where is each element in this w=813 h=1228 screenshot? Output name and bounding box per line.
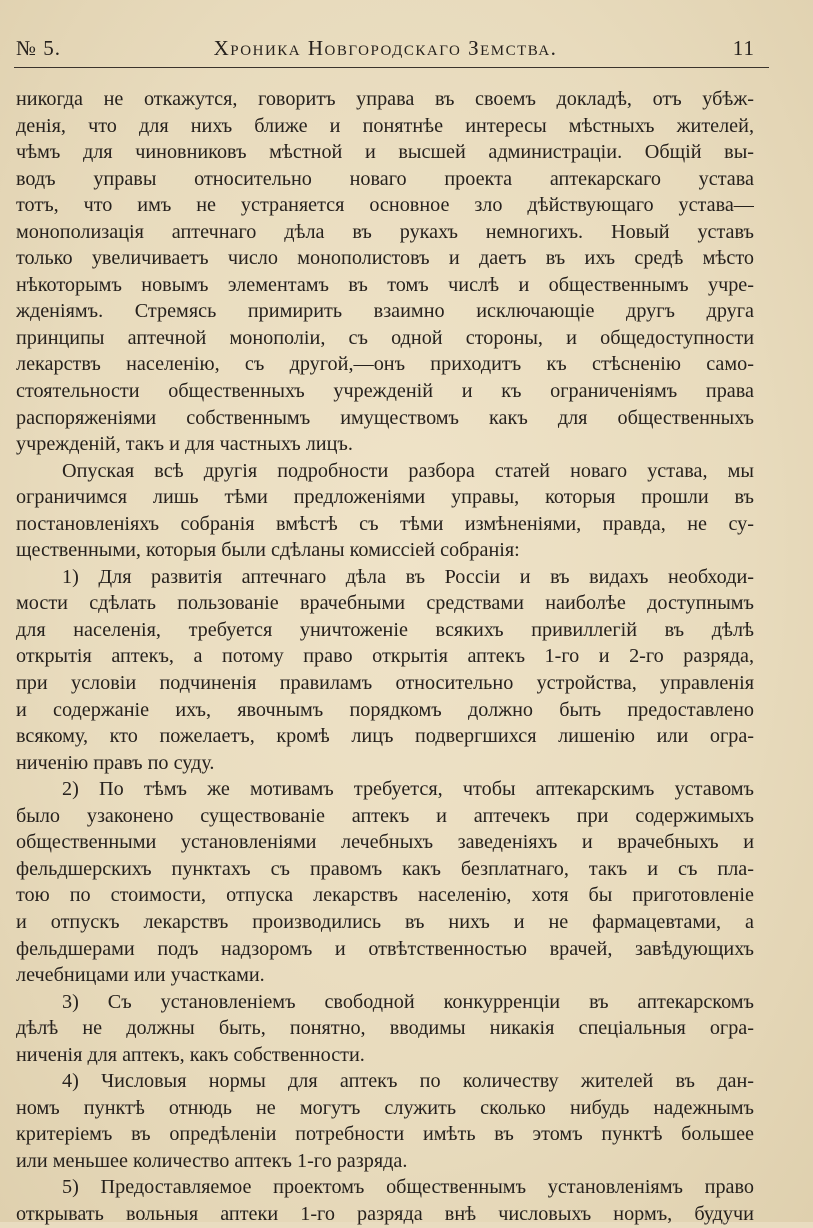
page-header (16, 36, 755, 68)
text-line: жденіямъ. Стремясь примирить взаимно исключающіе другъ друга (16, 300, 754, 323)
text-line: мости сдѣлать пользованіе врачебными средствами наиболѣе доступнымъ (16, 592, 754, 615)
text-line: учрежденій, такъ и для частныхъ лицъ. (16, 433, 353, 456)
text-line: тою по стоимости, отпуска лекарствъ населенію, хотя бы приготовленіе (16, 884, 754, 907)
text-line: лекарствъ населенію, съ другой,—онъ приходитъ къ стѣсненію само- (16, 353, 754, 376)
text-line: общественными установленіями лечебныхъ заведеніяхъ и врачебныхъ и (16, 831, 754, 854)
text-line: 1) Для развитія аптечнаго дѣла въ Россіи и въ видахъ необходи- (62, 565, 754, 588)
body-text (16, 86, 754, 1228)
text-line: и содержаніе ихъ, явочнымъ порядкомъ должно быть предоставлено (16, 698, 754, 721)
text-line: и отпускъ лекарствъ производились въ нихъ и не фармацевтами, а (16, 910, 754, 933)
text-line: нѣкоторымъ новымъ элементамъ въ томъ числѣ и общественнымъ учре- (16, 273, 754, 296)
text-line: 3) Съ установленіемъ свободной конкурренціи въ аптекарскомъ (62, 990, 754, 1013)
text-line: постановленіяхъ собранія вмѣстѣ съ тѣми измѣненіями, правда, не су- (16, 512, 754, 535)
text-line: 2) По тѣмъ же мотивамъ требуется, чтобы аптекарскимъ уставомъ (62, 778, 754, 801)
text-line: фельдшерскихъ пунктахъ съ правомъ какъ безплатнаго, такъ и съ пла- (16, 857, 754, 880)
text-line: водъ управы относительно новаго проекта аптекарскаго устава (16, 167, 754, 190)
text-line: тотъ, что имъ не устраняется основное зло дѣйствующаго устава— (16, 194, 754, 217)
text-line: денія, что для нихъ ближе и понятнѣе интересы мѣстныхъ жителей, (16, 114, 754, 137)
text-line: стоятельности общественныхъ учрежденій и къ ограниченіямъ права (16, 380, 754, 403)
text-line: 4) Числовыя нормы для аптекъ по количеству жителей въ дан- (62, 1070, 754, 1093)
page-number: 11 (732, 36, 755, 60)
text-line: распоряженіями собственнымъ имуществомъ какъ для общественныхъ (16, 406, 754, 429)
text-line: Опуская всѣ другія подробности разбора статей новаго устава, мы (62, 459, 754, 482)
text-line: монополизація аптечнаго дѣла въ рукахъ немногихъ. Новый уставъ (16, 220, 754, 243)
text-line: номъ пунктѣ отнюдь не могутъ служить сколько нибудь надежнымъ (16, 1096, 754, 1119)
text-line: при условіи подчиненія правиламъ относительно устройства, управленія (16, 672, 754, 695)
text-line: было узаконено существованіе аптекъ и аптечекъ при содержимыхъ (16, 804, 754, 827)
text-line: критеріемъ въ опредѣленіи потребности имѣть въ этомъ пунктѣ большее (16, 1123, 754, 1146)
text-line: фельдшерами подъ надзоромъ и отвѣтственностью врачей, завѣдующихъ (16, 937, 754, 960)
text-line: ниченія для аптекъ, какъ собственности. (16, 1043, 365, 1066)
journal-title: Хроника Новгородскаго Земства. (213, 36, 558, 60)
text-line: открывать вольныя аптеки 1-го разряда внѣ числовыхъ нормъ, будучи (16, 1202, 754, 1225)
text-line: щественными, которыя были сдѣланы комиссіей собранія: (16, 539, 520, 562)
text-line: открытія аптекъ, а потому право открытія аптекъ 1-го и 2-го разряда, (16, 645, 754, 668)
text-line: всякому, кто пожелаетъ, кромѣ лицъ подвергшихся лишенію или огра- (16, 725, 754, 748)
text-line: лечебницами или участками. (16, 964, 265, 987)
text-line: дѣлѣ не должны быть, понятно, вводимы никакія спеціальныя огра- (16, 1017, 754, 1040)
text-line: никогда не откажутся, говоритъ управа въ своемъ докладѣ, отъ убѣж- (16, 88, 754, 110)
text-line: только увеличиваетъ число монополистовъ и даетъ въ ихъ средѣ мѣсто (16, 247, 754, 270)
issue-number: № 5. (16, 36, 62, 60)
header-rule (14, 67, 769, 68)
text-line: чѣмъ для чиновниковъ мѣстной и высшей администраціи. Общій вы- (16, 141, 754, 164)
text-line: или меньшее количество аптекъ 1-го разряда. (16, 1149, 408, 1172)
text-line: ниченію правъ по суду. (16, 751, 215, 774)
text-line: ограничимся лишь тѣми предложеніями управы, которыя прошли въ (16, 486, 754, 509)
text-line: для населенія, требуется уничтоженіе всякихъ привиллегій въ дѣлѣ (16, 618, 754, 641)
text-line: принципы аптечной монополіи, съ одной стороны, и общедоступности (16, 326, 754, 349)
text-line: 5) Предоставляемое проектомъ общественнымъ установленіямъ право (62, 1176, 754, 1199)
